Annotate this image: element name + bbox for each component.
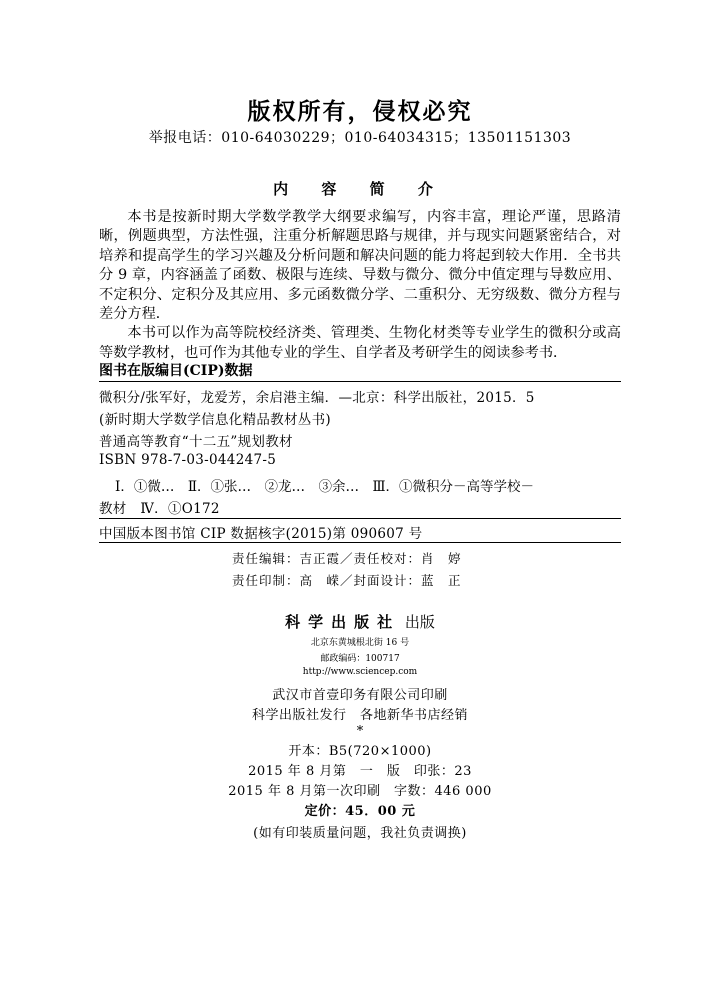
rights-notice: 版权所有，侵权必究	[247, 98, 473, 125]
summary-title: 内 容 简 介	[273, 180, 447, 198]
publisher-postcode: 邮政编码：100717	[320, 654, 400, 664]
credits-line-2: 责任印制：高 嵘／封面设计：蓝 正	[232, 573, 462, 588]
summary-line: 级数、微分方程与差分方程．	[99, 286, 621, 323]
report-hotline: 举报电话：010-64030229；010-64034315；13501151303	[148, 130, 572, 146]
summary-paragraph-1	[99, 208, 621, 324]
cip-classification-2: 教材 Ⅳ．①O172	[99, 501, 220, 517]
summary-line: 作用．全书共分 9 章，内容涵盖了函数、极限与连续、导数与微分、微分中值定	[99, 247, 621, 284]
printer: 武汉市首壹印务有限公司印刷	[272, 688, 448, 703]
summary-line: 清晰，例题典型，方法性强，注重分析解题思路与规律，并与现实问题紧密结	[99, 209, 621, 245]
publisher-url: http://www.sciencep.com	[302, 667, 418, 677]
summary-paragraph-2	[99, 324, 621, 363]
summary-line: 理与导数应用、不定积分、定积分及其应用、多元函数微分学、二重积分、无穷	[99, 267, 621, 303]
publisher-name: 科学出版社	[285, 613, 401, 631]
divider	[99, 518, 621, 519]
book-format: 开本：B5(720×1000)	[288, 744, 432, 759]
publisher-address: 北京东黄城根北街 16 号	[310, 638, 410, 648]
edition-info: 2015 年 8 月第 一 版 印张：23	[248, 764, 472, 779]
cip-classification-1: Ⅰ．①微… Ⅱ．①张… ②龙… ③余… Ⅲ．①微积分－高等学校－	[115, 479, 535, 495]
summary-body	[99, 208, 621, 363]
cip-title-line: 微积分/张军好，龙爱芳，余启港主编．—北京：科学出版社，2015．5	[99, 390, 535, 406]
publisher-suffix: 出版	[404, 613, 435, 631]
summary-line: 本书是按新时期大学数学教学大纲要求编写，内容丰富，理论严谨，思路	[127, 209, 607, 225]
separator-star: *	[356, 724, 364, 739]
cip-number: 中国版本图书馆 CIP 数据核字(2015)第 090607 号	[99, 526, 423, 542]
price: 定价：45．00 元	[304, 804, 416, 819]
cip-planning-line: 普通高等教育“十二五”规划教材	[99, 434, 293, 450]
cip-heading: 图书在版编目(CIP)数据	[99, 363, 253, 379]
publisher-line	[0, 611, 720, 632]
summary-line: 合，对培养和提高学生的学习兴趣及分析问题和解决问题的能力将起到较大	[99, 228, 621, 264]
summary-line: 本书可以作为高等院校经济类、管理类、生物化材类等专业学生的微积分	[127, 325, 593, 342]
divider	[99, 542, 621, 543]
cip-isbn: ISBN 978-7-03-044247-5	[99, 452, 277, 468]
divider	[99, 381, 621, 382]
credits-line-1: 责任编辑：吉正霞／责任校对：肖 婷	[232, 551, 462, 566]
distribution: 科学出版社发行 各地新华书店经销	[251, 708, 468, 723]
printing-info: 2015 年 8 月第一次印刷 字数：446 000	[228, 784, 492, 799]
cip-series-line: (新时期大学数学信息化精品教材丛书)	[99, 412, 331, 428]
quality-note: (如有印装质量问题，我社负责调换)	[253, 826, 467, 841]
summary-line: 或高等数学教材，也可作为其他专业的学生、自学者及考研学生的阅读参考书．	[99, 325, 621, 361]
